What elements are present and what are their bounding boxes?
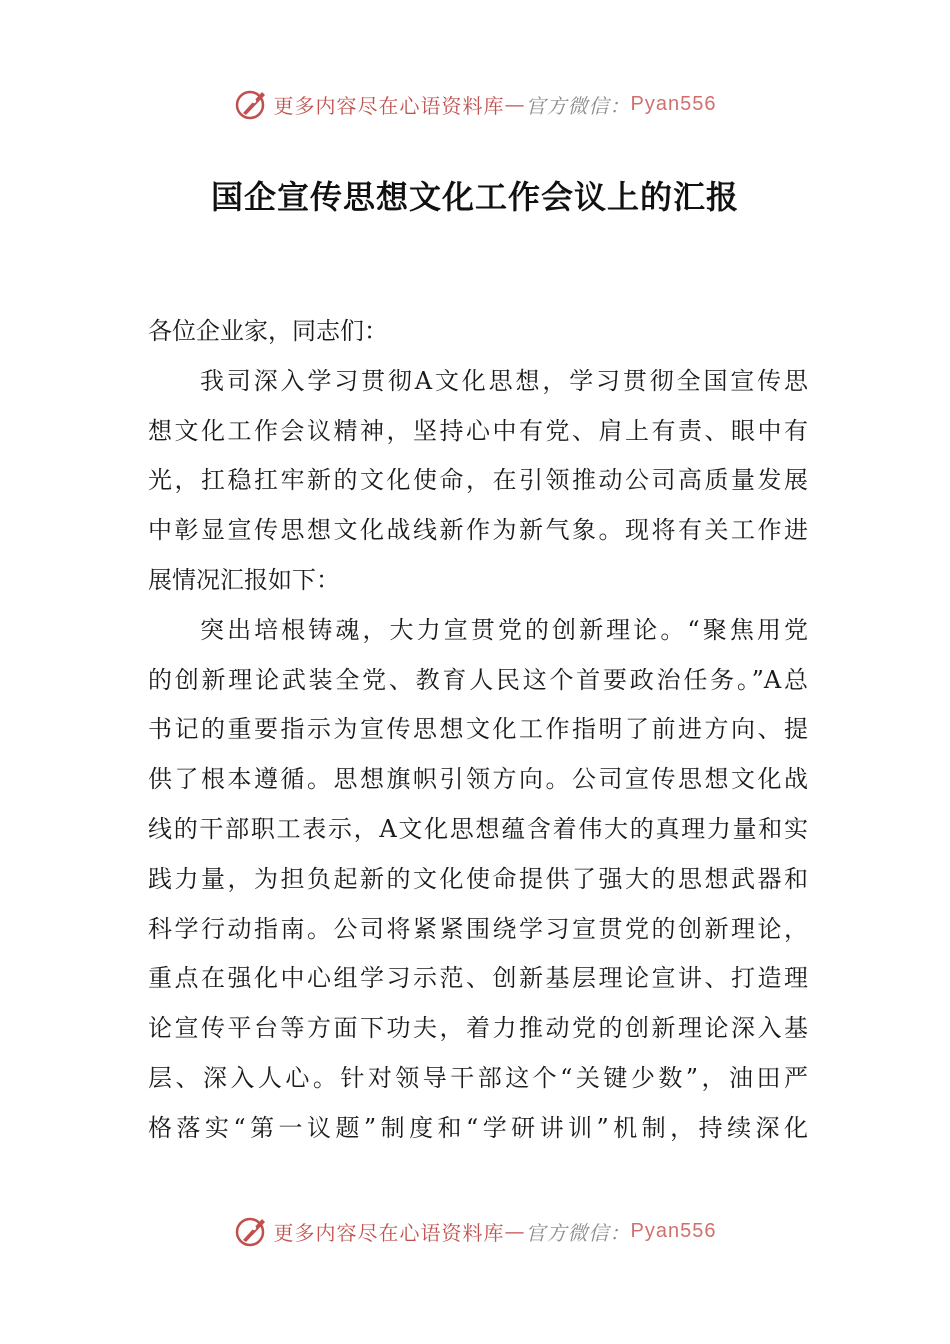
paragraph-line: 践力量，为担负起新的文化使命提供了强大的思想武器和 — [148, 864, 808, 893]
paragraph-line: 突出培根铸魂，大力宣贯党的创新理论。“聚焦用党 — [200, 615, 808, 644]
paragraph-line: 中彰显宣传思想文化战线新作为新气象。现将有关工作进 — [148, 516, 808, 545]
paragraph-line: 论宣传平台等方面下功夫，着力推动党的创新理论深入基 — [148, 1014, 808, 1043]
banner-dash: — — [504, 92, 526, 116]
banner-wechat-id: Pyan556 — [630, 92, 717, 115]
quill-logo-icon — [234, 86, 270, 122]
header-banner — [0, 84, 950, 124]
banner-wechat-id: Pyan556 — [630, 1219, 717, 1242]
banner-wechat-label: 官方微信： — [525, 93, 631, 118]
paragraph-line: 的创新理论武装全党、教育人民这个首要政治任务。”A总 — [148, 665, 808, 694]
paragraph-line: 重点在强化中心组学习示范、创新基层理论宣讲、打造理 — [148, 964, 808, 993]
paragraph-line: 层、深入人心。针对领导干部这个“关键少数”，油田严 — [148, 1063, 808, 1092]
quill-logo-icon — [234, 1213, 270, 1249]
paragraph-line: 书记的重要指示为宣传思想文化工作指明了前进方向、提 — [148, 715, 808, 744]
paragraph-line: 我司深入学习贯彻A文化思想，学习贯彻全国宣传思 — [200, 366, 808, 395]
document-title: 国企宣传思想文化工作会议上的汇报 — [210, 178, 739, 216]
salutation: 各位企业家，同志们： — [148, 317, 388, 345]
footer-banner — [0, 1211, 950, 1251]
banner-site-text: 更多内容尽在心语资料库 — [273, 93, 505, 118]
paragraph-line: 线的干部职工表示，A文化思想蕴含着伟大的真理力量和实 — [148, 814, 808, 843]
paragraph-line: 供了根本遵循。思想旗帜引领方向。公司宣传思想文化战 — [148, 765, 808, 794]
paragraph-line: 展情况汇报如下： — [148, 565, 340, 594]
document-body — [148, 307, 808, 1154]
banner-site-text: 更多内容尽在心语资料库 — [273, 1220, 505, 1245]
banner-dash: — — [504, 1219, 526, 1243]
paragraph-line: 科学行动指南。公司将紧紧围绕学习宣贯党的创新理论， — [148, 914, 808, 943]
paragraph-line: 光，扛稳扛牢新的文化使命，在引领推动公司高质量发展 — [148, 466, 808, 495]
banner-wechat-label: 官方微信： — [525, 1220, 631, 1245]
paragraph-line: 格落实“第一议题”制度和“学研讲训”机制，持续深化 — [148, 1113, 808, 1142]
paragraph-line: 想文化工作会议精神，坚持心中有党、肩上有责、眼中有 — [148, 416, 808, 445]
